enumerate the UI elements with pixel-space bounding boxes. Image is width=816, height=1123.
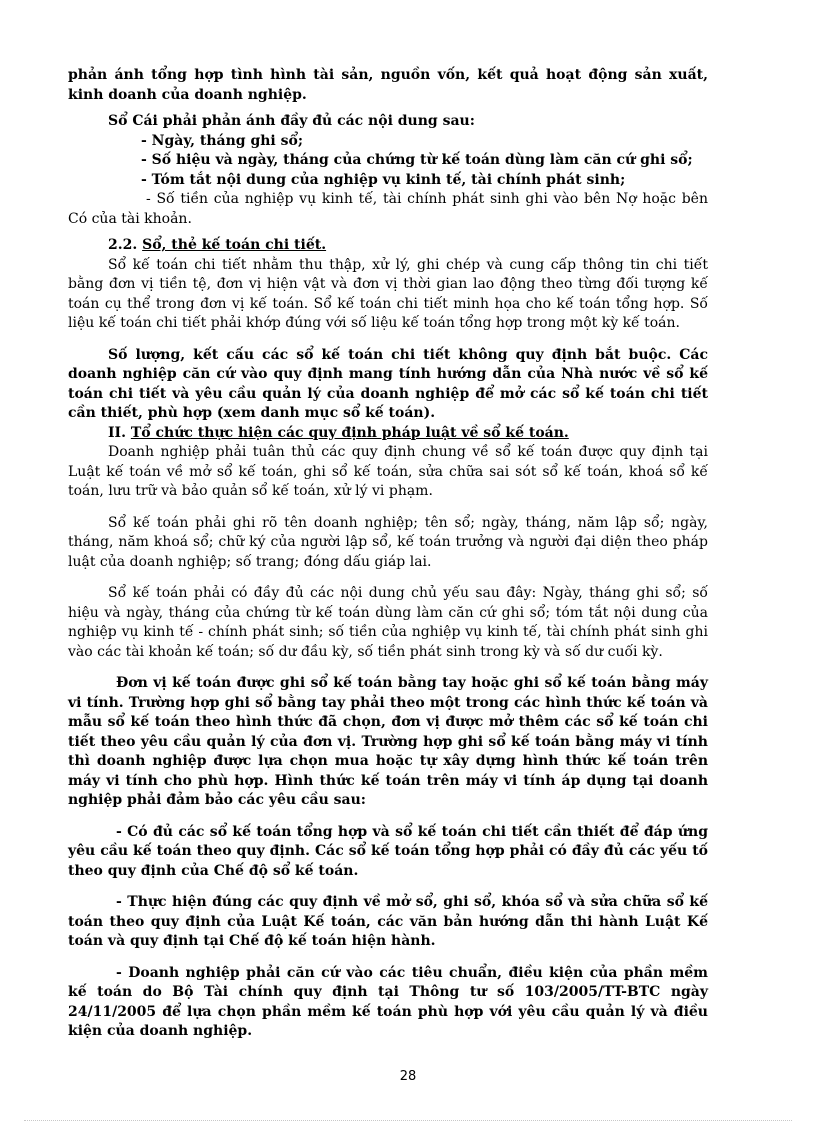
paragraph-so-luong: Số lượng, kết cấu các sổ kế toán chi tiết không quy định bắt buộc. Các doanh nghiệp căn cứ vào quy định mang tính hướng dẫn của Nhà nước về sổ kế toán chi tiết và yêu cầu quản lý của doanh nghiệp để mở các sổ kế toán chi tiết cần thiết, phù hợp (xem danh mục sổ kế toán). xyxy=(68,346,708,421)
list-item: - Có đủ các sổ kế toán tổng hợp và sổ kế toán chi tiết cần thiết để đáp ứng yêu cầu kế toán theo quy định. Các sổ kế toán tổng hợp phải có đầy đủ các yếu tố theo quy định của Chế độ sổ kế toán. xyxy=(68,823,708,879)
paragraph-chi-tiet: Sổ kế toán chi tiết nhằm thu thập, xử lý, ghi chép và cung cấp thông tin chi tiết bằng đơn vị tiền tệ, đơn vị hiện vật và đơn vị thời gian lao động theo từng đối tượng kế toán cụ thể trong đơn vị kế toán. Sổ kế toán chi tiết minh họa cho kế toán tổng hợp. Số liệu kế toán chi tiết phải khớp đúng với số liệu kế toán tổng hợp trong một kỳ kế toán. xyxy=(68,256,708,331)
heading-title: Tổ chức thực hiện các quy định pháp luật về sổ kế toán. xyxy=(130,424,569,441)
heading-number: II. xyxy=(108,424,126,441)
heading-number: 2.2. xyxy=(108,237,138,253)
heading-title: Sổ, thẻ kế toán chi tiết. xyxy=(142,237,327,253)
heading-ii xyxy=(68,424,708,444)
page-bottom-border xyxy=(24,1120,792,1121)
list-item: - Doanh nghiệp phải căn cứ vào các tiêu chuẩn, điều kiện của phần mềm kế toán do Bộ Tài chính quy định tại Thông tư số 103/2005/TT-BTC ngày 24/11/2005 để lựa chọn phần mềm kế toán phù hợp với yêu cầu quản lý và điều kiện của doanh nghiệp. xyxy=(68,964,708,1039)
paragraph-ghi-ro: Sổ kế toán phải ghi rõ tên doanh nghiệp; tên sổ; ngày, tháng, năm lập sổ; ngày, tháng, năm khoá sổ; chữ ký của người lập sổ, kế toán trưởng và người đại diện theo pháp luật của doanh nghiệp; số trang; đóng dấu giáp lai. xyxy=(68,514,708,570)
list-item: - Số hiệu và ngày, tháng của chứng từ kế toán dùng làm căn cứ ghi sổ; xyxy=(141,152,693,168)
list-item: - Thực hiện đúng các quy định về mở sổ, ghi sổ, khóa sổ và sửa chữa sổ kế toán theo quy định của Luật Kế toán, các văn bản hướng dẫn thi hành Luật Kế toán và quy định tại Chế độ kế toán hiện hành. xyxy=(68,894,708,949)
document-body xyxy=(68,66,708,1042)
paragraph-intro: phản ánh tổng hợp tình hình tài sản, nguồn vốn, kết quả hoạt động sản xuất, kinh doanh của doanh nghiệp. xyxy=(68,67,708,103)
list-item: - Số tiền của nghiệp vụ kinh tế, tài chính phát sinh ghi vào bên Nợ hoặc bên Có của tài khoản. xyxy=(68,191,708,227)
paragraph-tuan-thu: Doanh nghiệp phải tuân thủ các quy định chung về sổ kế toán được quy định tại Luật kế toán về mở sổ kế toán, ghi sổ kế toán, sửa chữa sai sót sổ kế toán, khoá sổ kế toán, lưu trữ và bảo quản sổ kế toán, xử lý vi phạm. xyxy=(68,444,708,499)
paragraph-day-du: Sổ kế toán phải có đầy đủ các nội dung chủ yếu sau đây: Ngày, tháng ghi sổ; số hiệu và ngày, tháng của chứng từ kế toán dùng làm căn cứ ghi sổ; tóm tắt nội dung của nghiệp vụ kinh tế - chính phát sinh; số tiền của nghiệp vụ kinh tế, tài chính phát sinh ghi vào các tài khoản kế toán; số dư đầu kỳ, số tiền phát sinh trong kỳ và số dư cuối kỳ. xyxy=(68,585,708,660)
paragraph-don-vi: Đơn vị kế toán được ghi sổ kế toán bằng tay hoặc ghi sổ kế toán bằng máy vi tính. Trường hợp ghi sổ bằng tay phải theo một trong các hình thức kế toán và mẫu sổ kế toán theo hình thức đã chọn, đơn vị được mở thêm các sổ kế toán chi tiết theo yêu cầu quản lý của đơn vị. Trường hợp ghi sổ kế toán bằng máy vi tính thì doanh nghiệp được lựa chọn mua hoặc tự xây dựng hình thức kế toán trên máy vi tính cho phù hợp. Hình thức kế toán trên máy vi tính áp dụng tại doanh nghiệp phải đảm bảo các yêu cầu sau: xyxy=(68,675,708,808)
list-item: - Tóm tắt nội dung của nghiệp vụ kinh tế, tài chính phát sinh; xyxy=(141,171,626,188)
page-number: 28 xyxy=(399,1069,417,1084)
paragraph-so-cai: Sổ Cái phải phản ánh đầy đủ các nội dung sau: xyxy=(108,113,475,129)
list-item: - Ngày, tháng ghi sổ; xyxy=(141,132,303,149)
heading-2-2 xyxy=(68,236,708,256)
